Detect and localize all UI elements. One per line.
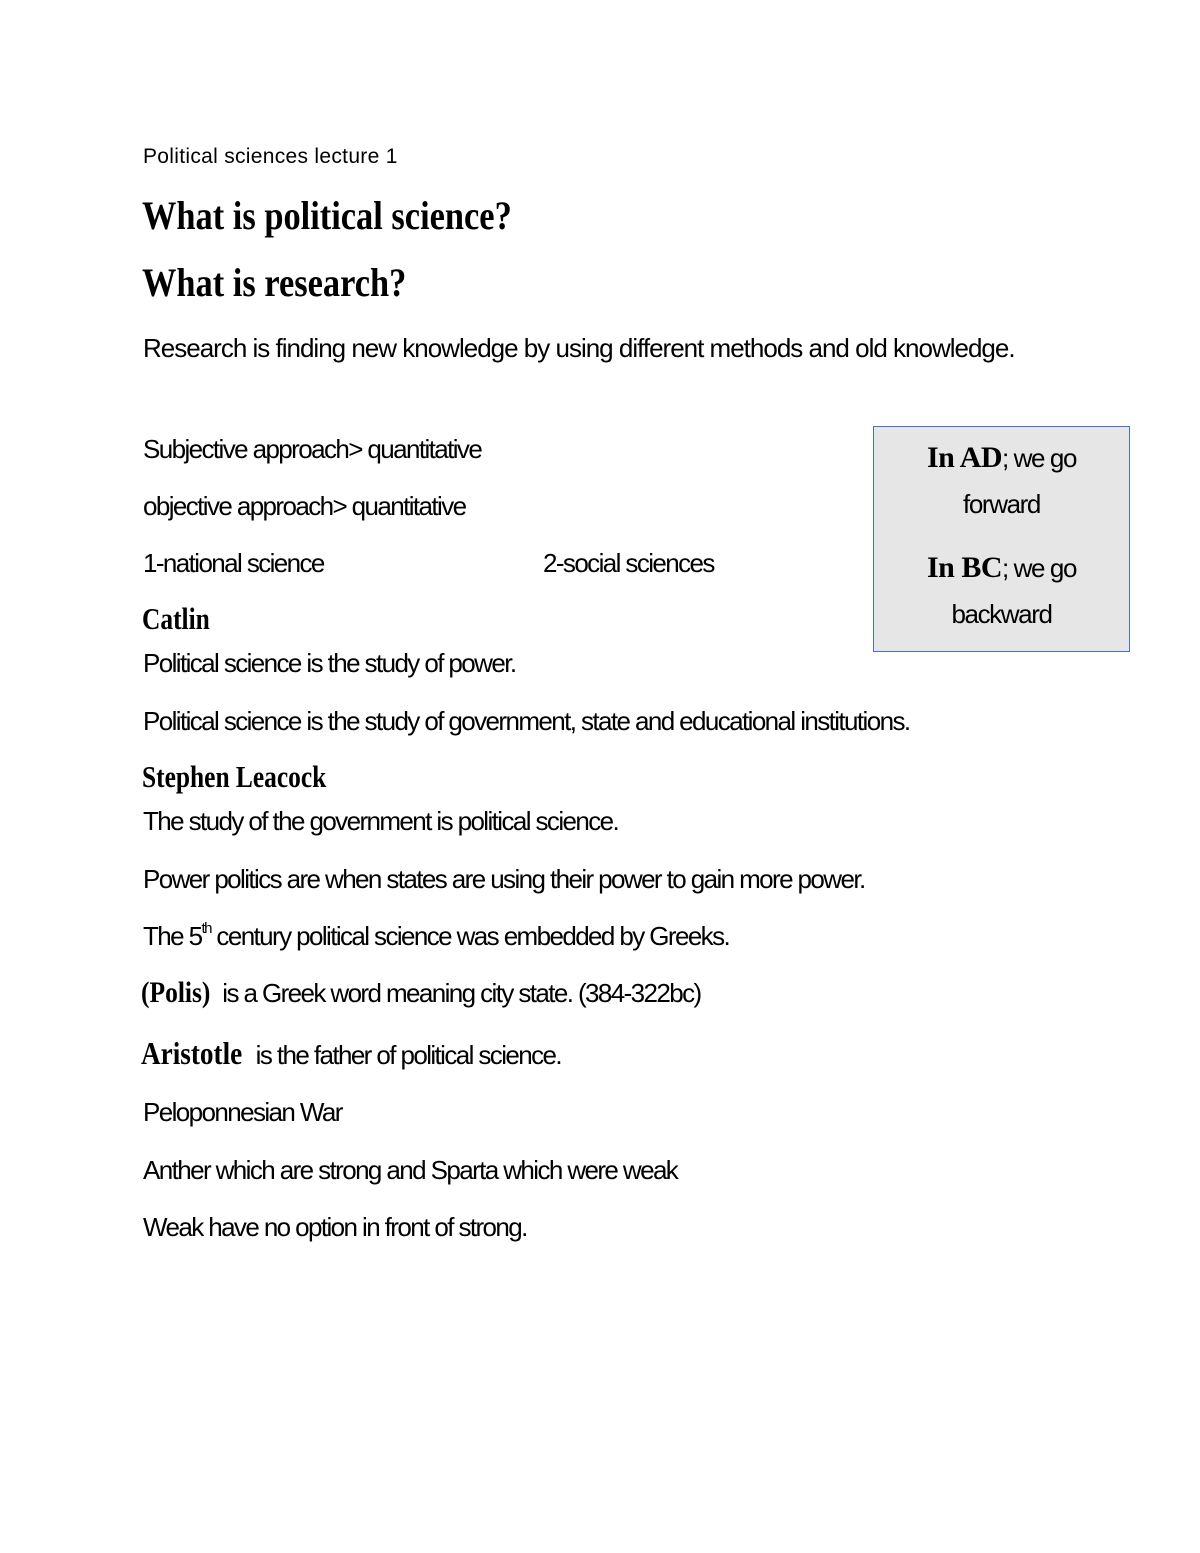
bc-line	[874, 551, 1129, 585]
catlin-definition-power: Political science is the study of power.	[143, 648, 516, 678]
catlin-heading: Catlin	[142, 601, 210, 636]
objective-approach: objective approach> quantitative	[143, 491, 466, 521]
social-sciences: 2-social sciences	[543, 548, 714, 578]
national-science: 1-national science	[143, 548, 324, 578]
research-definition: Research is finding new knowledge by using different methods and old knowledge.	[143, 333, 1015, 363]
ad-tag: In AD	[926, 441, 1002, 474]
anther-sparta-line: Anther which are strong and Sparta which were weak	[143, 1155, 678, 1185]
aristotle-line	[141, 1035, 561, 1072]
weak-strong-line: Weak have no option in front of strong.	[143, 1212, 527, 1242]
lecture-title: Political sciences lecture 1	[143, 145, 398, 168]
catlin-definition-government: Political science is the study of government, state and educational institutions.	[143, 706, 910, 736]
fifth-century-line	[143, 921, 729, 952]
ad-bc-textbox	[873, 426, 1130, 652]
aristotle-name: Aristotle	[141, 1035, 243, 1071]
aristotle-rest: is the father of political science.	[250, 1040, 561, 1070]
leacock-heading: Stephen Leacock	[142, 759, 327, 794]
leacock-definition: The study of the government is political science.	[143, 806, 619, 836]
bc-tag: In BC	[926, 551, 1002, 584]
fifth-century-superscript: th	[201, 920, 211, 938]
ad-rest: ; we go	[1002, 443, 1077, 473]
bc-backward: backward	[951, 599, 1052, 629]
ad-forward: forward	[963, 489, 1040, 519]
fifth-century-post: century political science was embedded by Greeks.	[210, 921, 730, 951]
polis-line	[141, 976, 701, 1010]
heading-research: What is research?	[142, 260, 407, 305]
ad-line	[874, 441, 1129, 475]
polis-rest: is a Greek word meaning city state. (384-322bc)	[216, 978, 701, 1008]
power-politics-line: Power politics are when states are using their power to gain more power.	[143, 864, 865, 894]
subjective-approach: Subjective approach> quantitative	[143, 434, 482, 464]
bc-rest: ; we go	[1002, 553, 1077, 583]
polis-term: (Polis)	[141, 976, 211, 1009]
peloponnesian-war-line: Peloponnesian War	[143, 1097, 342, 1127]
heading-political-science: What is political science?	[142, 193, 512, 238]
fifth-century-pre: The 5	[143, 921, 202, 951]
